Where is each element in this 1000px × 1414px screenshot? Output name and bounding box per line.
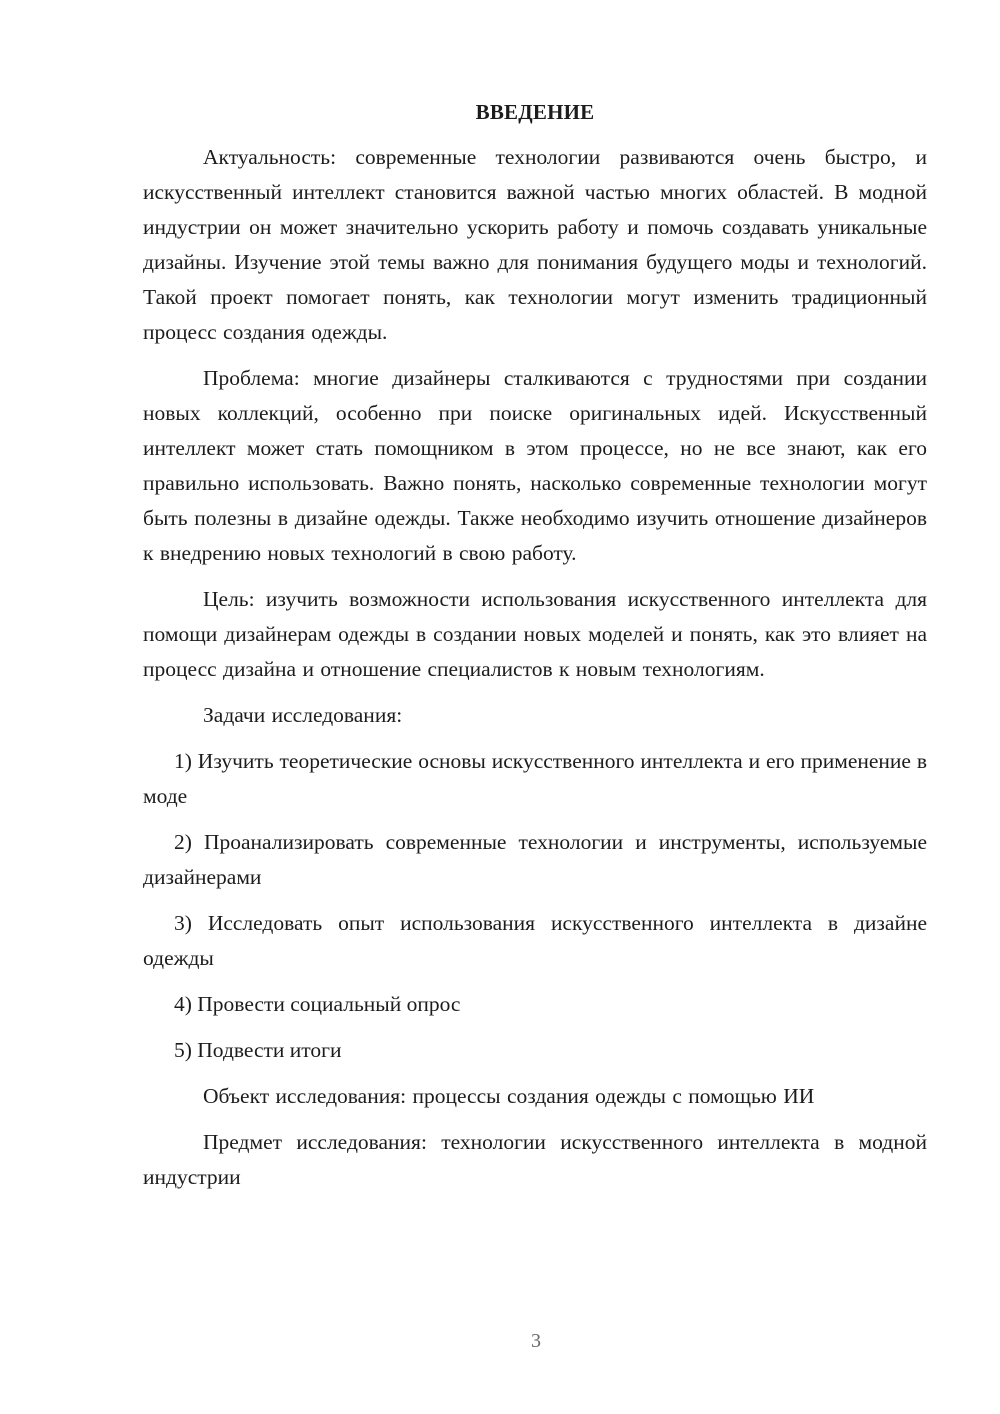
tasks-heading: Задачи исследования:: [203, 703, 403, 727]
task-item-3: 3) Исследовать опыт использования искусственного интеллекта в дизайне одежды: [143, 911, 927, 970]
page-number: 3: [531, 1330, 541, 1352]
task-item-4: 4) Провести социальный опрос: [174, 992, 461, 1016]
task-item-5: 5) Подвести итоги: [174, 1038, 342, 1062]
page-content: [143, 95, 927, 1206]
task-item-1: 1) Изучить теоретические основы искусственного интеллекта и его применение в моде: [143, 749, 927, 808]
task-item-2: 2) Проанализировать современные технологии и инструменты, используемые дизайнерами: [143, 830, 927, 889]
section-title: ВВЕДЕНИЕ: [475, 100, 595, 124]
research-subject: Предмет исследования: технологии искусственного интеллекта в модной индустрии: [143, 1130, 927, 1189]
paragraph-problem: Проблема: многие дизайнеры сталкиваются с трудностями при создании новых коллекций, особенно при поиске оригинальных идей. Искусственный интеллект может стать помощником в этом процессе, но не все знают, как его правильно использовать. Важно понять, насколько современные технологии могут быть полезны в дизайне одежды. Также необходимо изучить отношение дизайнеров к внедрению новых технологий в свою работу.: [143, 366, 927, 565]
research-object: Объект исследования: процессы создания одежды с помощью ИИ: [203, 1084, 815, 1108]
paragraph-goal: Цель: изучить возможности использования искусственного интеллекта для помощи дизайнерам одежды в создании новых моделей и понять, как это влияет на процесс дизайна и отношение специалистов к новым технологиям.: [143, 587, 927, 681]
paragraph-relevance: Актуальность: современные технологии развиваются очень быстро, и искусственный интеллект становится важной частью многих областей. В модной индустрии он может значительно ускорить работу и помочь создавать уникальные дизайны. Изучение этой темы важно для понимания будущего моды и технологий. Такой проект помогает понять, как технологии могут изменить традиционный процесс создания одежды.: [143, 145, 927, 344]
